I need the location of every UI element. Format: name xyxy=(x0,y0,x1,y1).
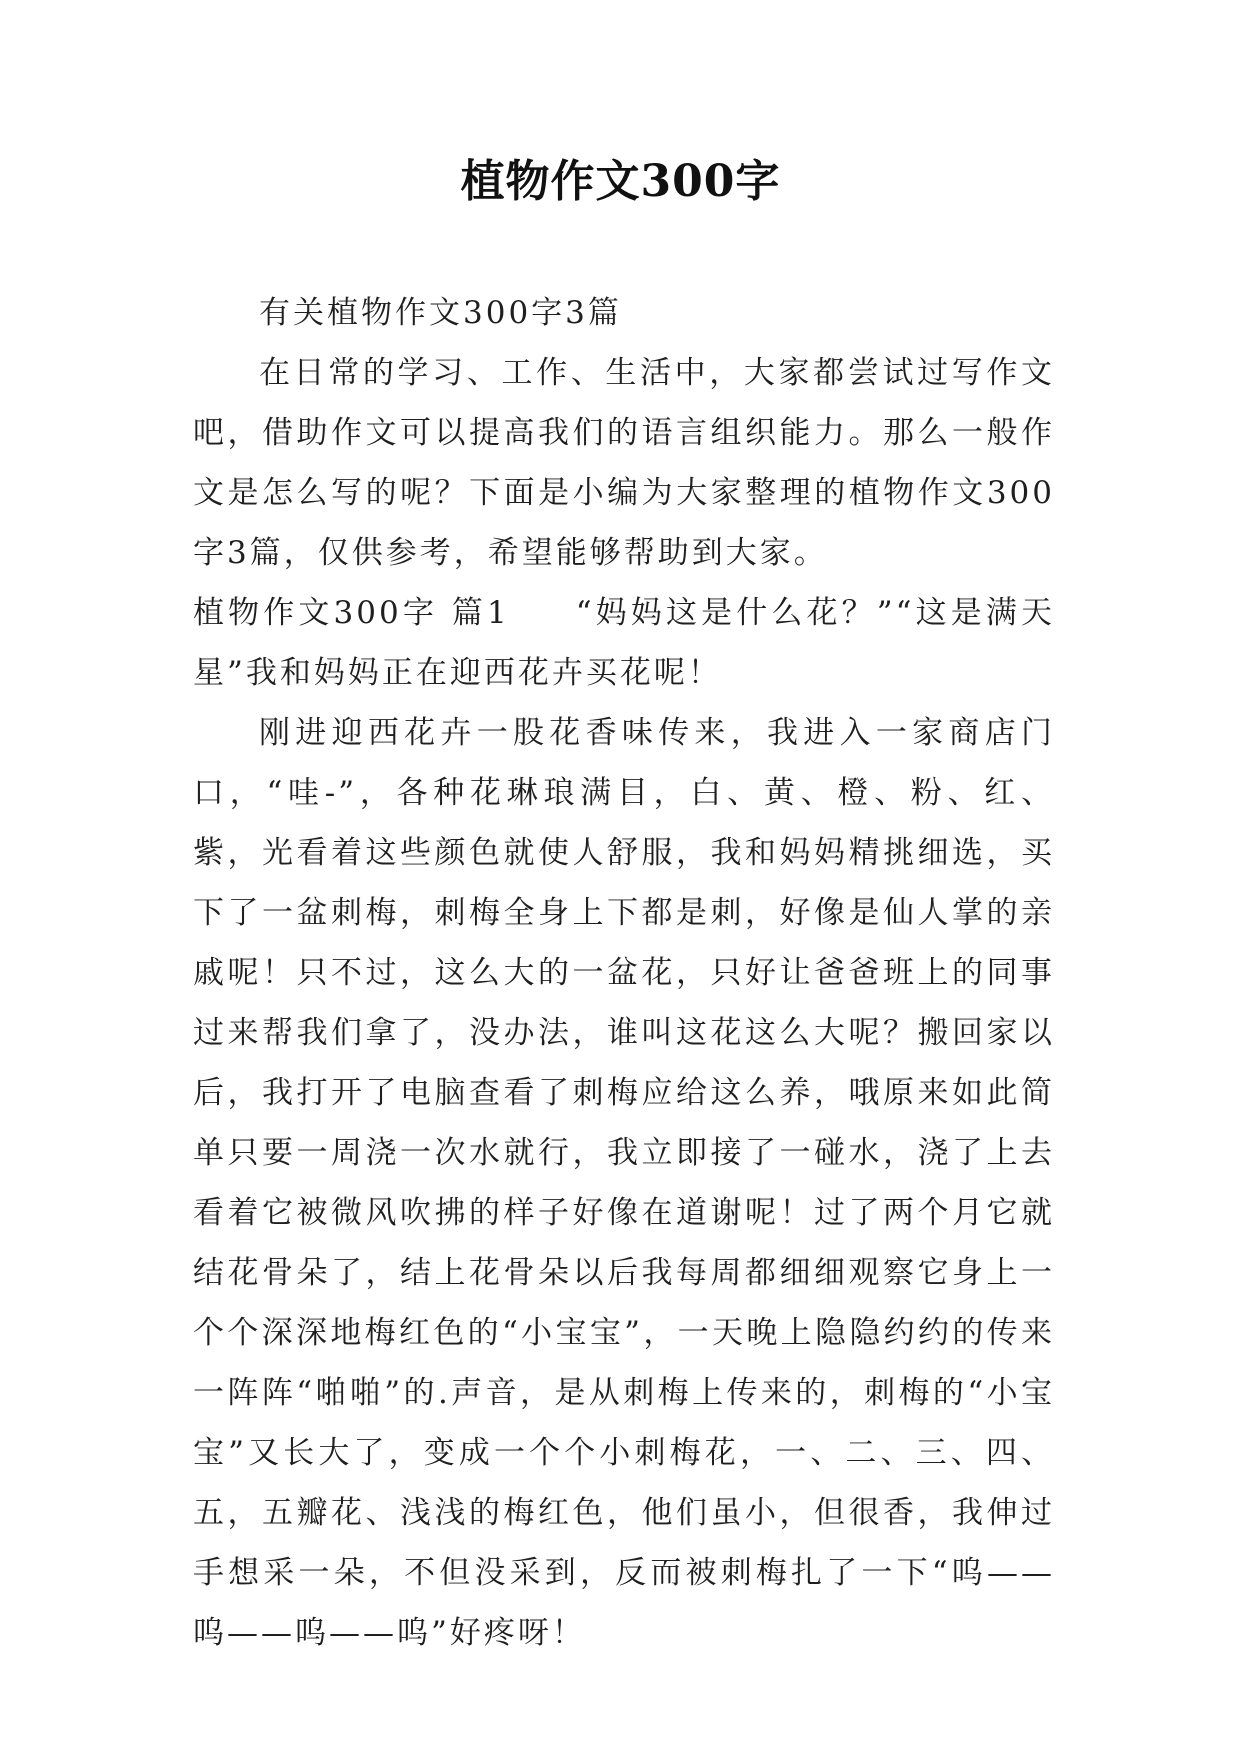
intro-subtitle: 有关植物作文300字3篇 xyxy=(259,295,622,331)
document-body xyxy=(193,283,1055,1663)
section-body-paragraph: 刚进迎西花卉一股花香味传来，我进入一家商店门口，“哇-”，各种花琳琅满目，白、黄、橙、粉、红、紫，光看着这些颜色就使人舒服，我和妈妈精挑细选，买下了一盆刺梅，刺梅全身上下都是刺，好像是仙人掌的亲戚呢！只不过，这么大的一盆花，只好让爸爸班上的同事过来帮我们拿了，没办法，谁叫这花这么大呢？搬回家以后，我打开了电脑查看了刺梅应给这么养，哦原来如此简单只要一周浇一次水就行，我立即接了一碰水，浇了上去看着它被微风吹拂的样子好像在道谢呢！过了两个月它就结花骨朵了，结上花骨朵以后我每周都细细观察它身上一个个深深地梅红色的“小宝宝”，一天晚上隐隐约约的传来一阵阵“啪啪”的.声音，是从刺梅上传来的，刺梅的“小宝宝”又长大了，变成一个个小刺梅花，一、二、三、四、五，五瓣花、浅浅的梅红色，他们虽小，但很香，我伸过手想采一朵，不但没采到，反而被刺梅扎了一下“呜——呜——呜——呜”好疼呀！ xyxy=(193,715,1055,1651)
document-title: 植物作文300字 xyxy=(460,156,781,207)
section-opening-text: “妈妈这是什么花？”“这是满天星”我和妈妈正在迎西花卉买花呢！ xyxy=(193,595,1055,691)
intro-paragraph: 在日常的学习、工作、生活中，大家都尝试过写作文吧，借助作文可以提高我们的语言组织能力。那么一般作文是怎么写的呢？下面是小编为大家整理的植物作文300字3篇，仅供参考，希望能够帮助到大家。 xyxy=(193,355,1055,571)
section-heading: 植物作文300字 篇1 xyxy=(193,595,510,631)
section-first-paragraph xyxy=(193,583,1055,703)
